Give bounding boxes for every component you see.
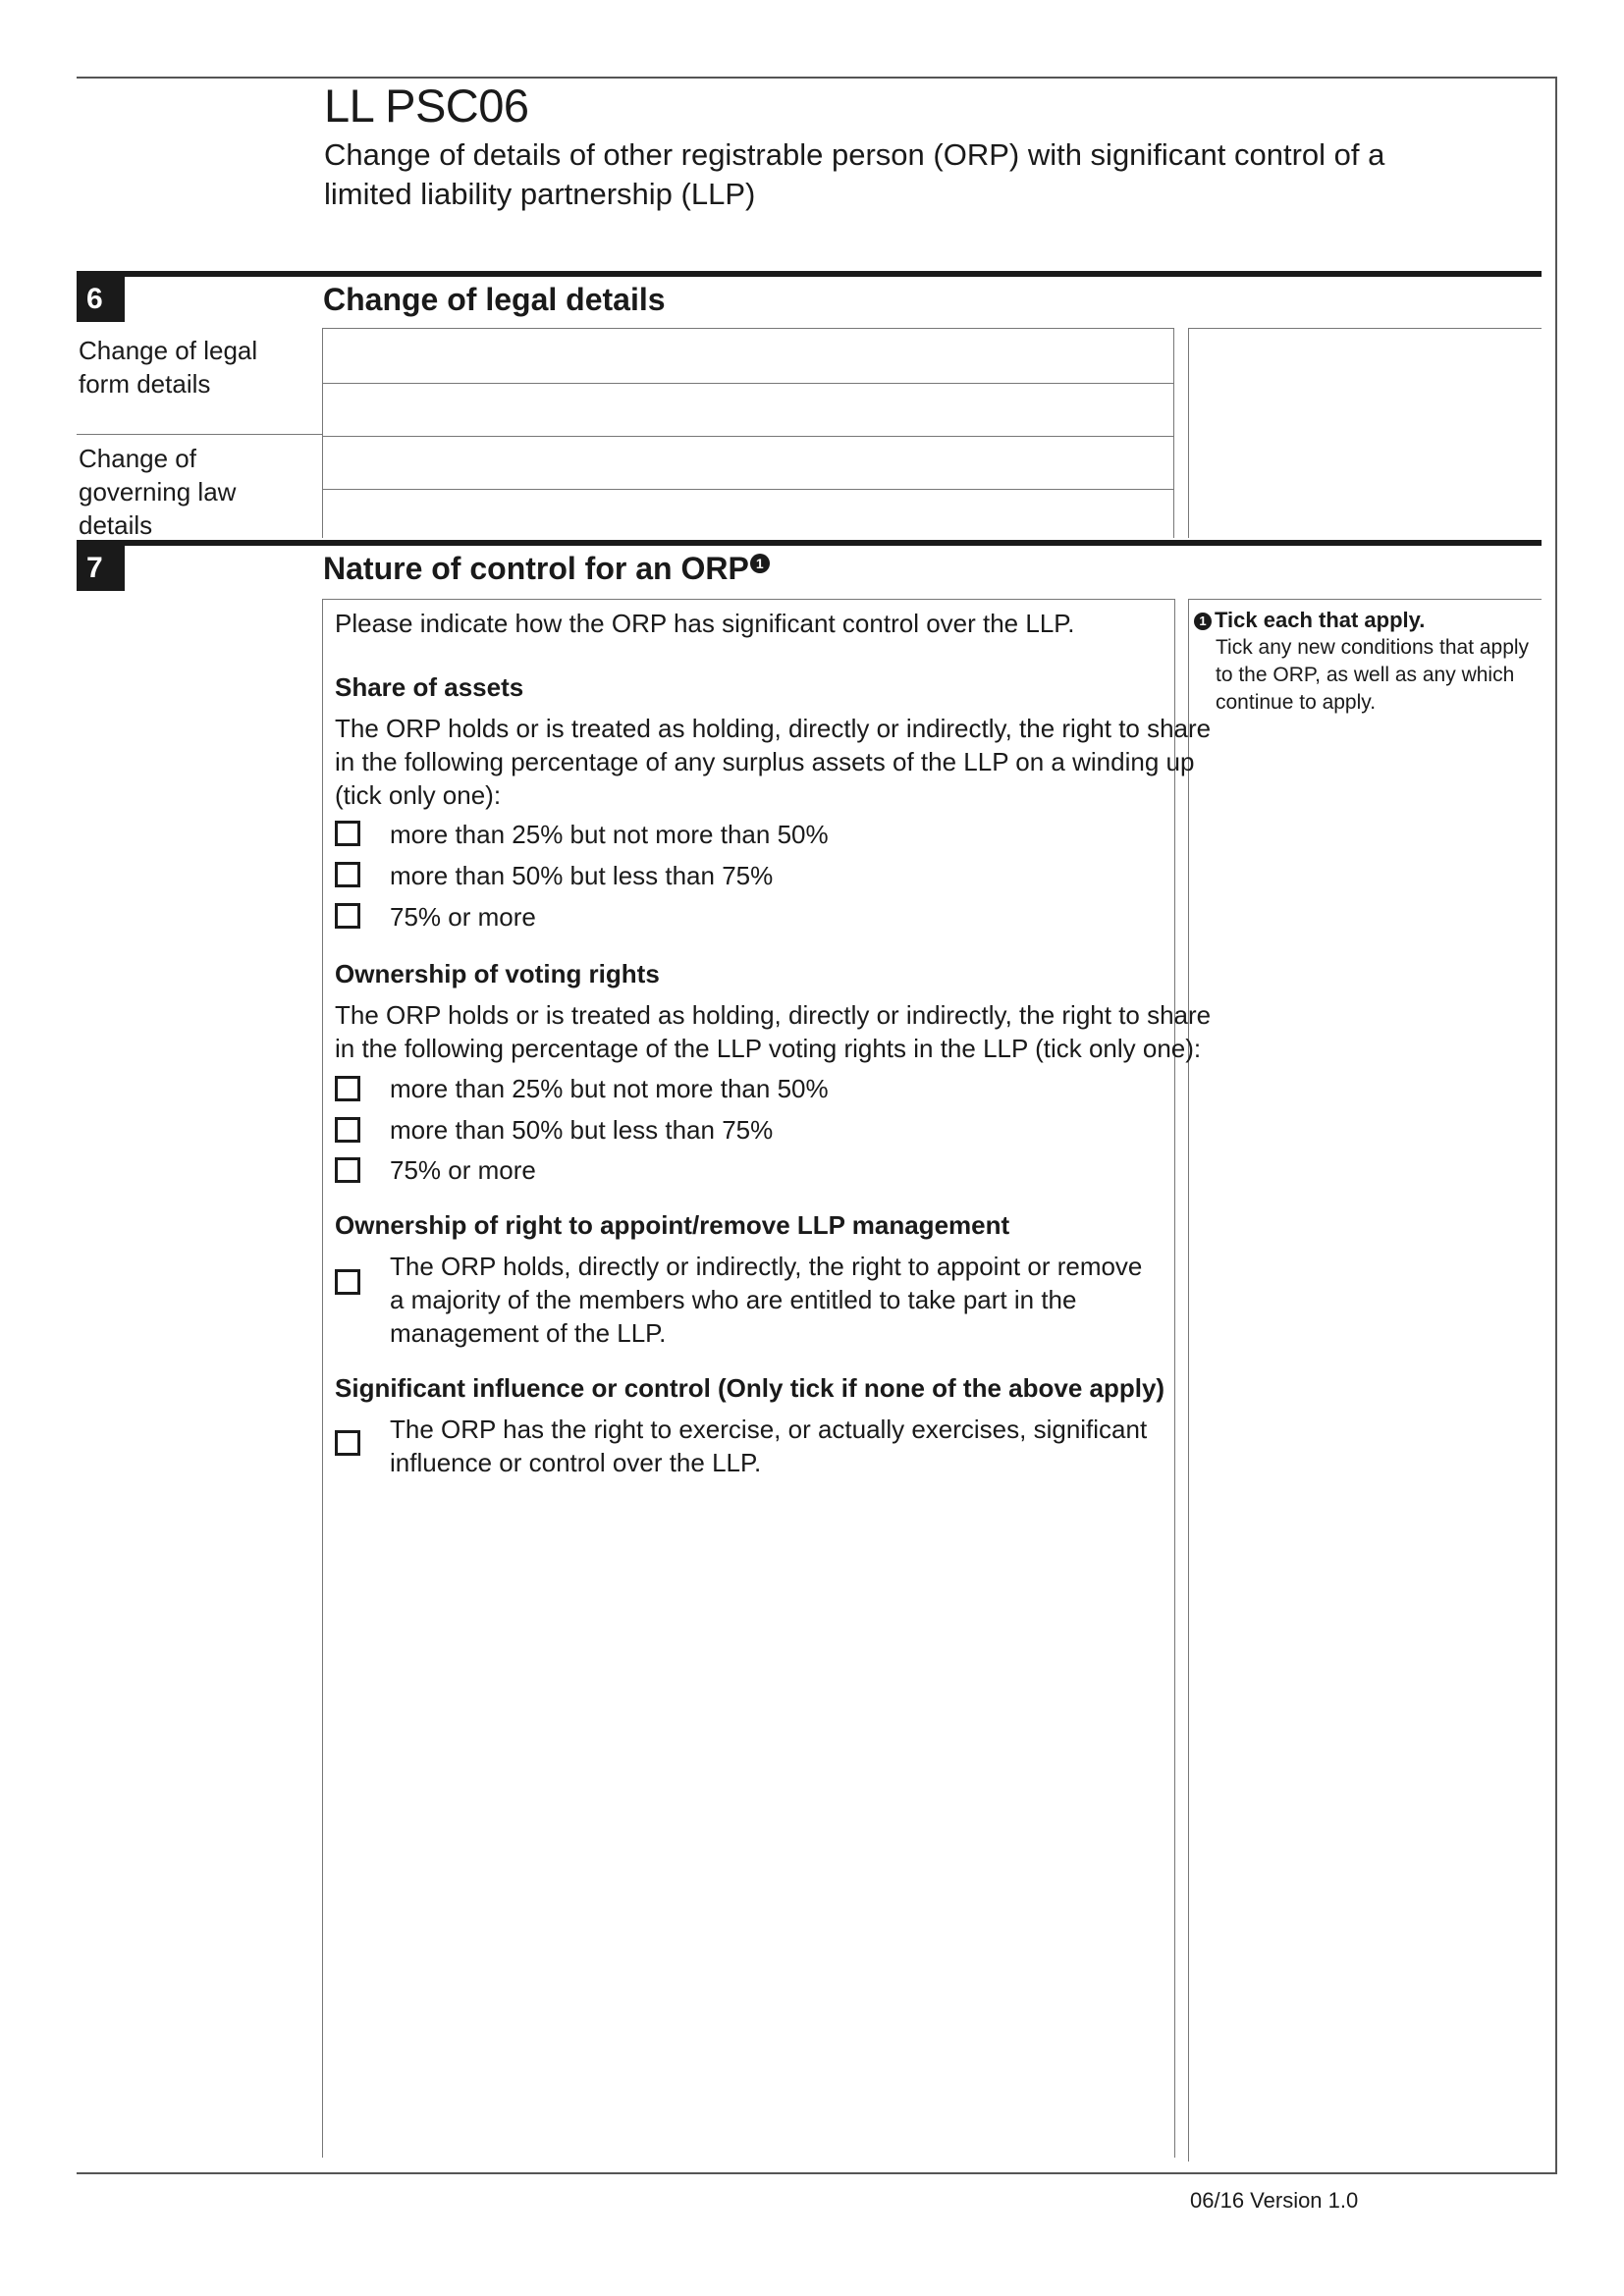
share-assets-option-25-50: more than 25% but not more than 50% [390, 820, 829, 849]
voting-rights-heading: Ownership of voting rights [335, 959, 660, 988]
section-6-note-top [1188, 328, 1542, 329]
share-assets-option-50-75: more than 50% but less than 75% [390, 861, 774, 890]
form-title: Change of details of other registrable person (ORP) with significant control of a limited liability partnership (LLP) [324, 137, 1385, 211]
appoint-remove-line-1: The ORP holds, directly or indirectly, the right to appoint or remove [390, 1252, 1143, 1281]
voting-rights-checkbox-25-50[interactable] [335, 1076, 360, 1101]
governing-law-field-2[interactable] [322, 489, 1174, 538]
legal-form-label: Change of legal form details [79, 336, 258, 399]
influence-heading: Significant influence or control (Only tick if none of the above apply) [335, 1373, 1165, 1403]
right-rule [1555, 77, 1557, 2173]
share-assets-desc-2: in the following percentage of any surplus assets of the LLP on a winding up [335, 747, 1195, 776]
voting-rights-checkbox-50-75[interactable] [335, 1117, 360, 1143]
governing-law-field-1[interactable] [322, 436, 1174, 490]
influence-checkbox[interactable] [335, 1430, 360, 1456]
note-line-1: Tick any new conditions that apply [1216, 636, 1530, 659]
appoint-remove-heading: Ownership of right to appoint/remove LLP management [335, 1210, 1010, 1240]
section-6-title: Change of legal details [323, 282, 666, 317]
note-line-2: to the ORP, as well as any which [1216, 664, 1515, 686]
voting-rights-desc-1: The ORP holds or is treated as holding, directly or indirectly, the right to share [335, 1000, 1212, 1030]
share-assets-heading: Share of assets [335, 672, 524, 702]
legal-form-divider [77, 434, 322, 435]
content-box-top [322, 599, 1174, 600]
voting-rights-option-75-plus: 75% or more [390, 1155, 536, 1185]
voting-rights-option-25-50: more than 25% but not more than 50% [390, 1074, 829, 1103]
section-6-number: 6 [77, 277, 125, 322]
share-assets-option-75-plus: 75% or more [390, 902, 536, 932]
share-assets-checkbox-75-plus[interactable] [335, 903, 360, 929]
note-box-top [1188, 599, 1542, 600]
content-box-left [322, 599, 323, 2158]
top-rule [77, 77, 1557, 79]
form-version: 06/16 Version 1.0 [1190, 2188, 1359, 2213]
section-7-title-text: Nature of control for an ORP [323, 551, 749, 586]
note-number-icon: 1 [1194, 613, 1212, 630]
note-line-3: continue to apply. [1216, 691, 1377, 714]
section-7-number: 7 [77, 546, 125, 591]
appoint-remove-line-2: a majority of the members who are entitled to take part in the [390, 1285, 1077, 1314]
form-code: LL PSC06 [324, 80, 529, 132]
legal-form-field-1[interactable] [322, 328, 1174, 384]
note-heading [1194, 607, 1538, 634]
note-box-left [1188, 599, 1189, 2162]
note-marker-icon: 1 [750, 554, 770, 573]
section-6-note-left [1188, 328, 1189, 538]
content-box-right [1174, 599, 1175, 2158]
section-7-intro: Please indicate how the ORP has significant control over the LLP. [335, 609, 1075, 638]
appoint-remove-line-3: management of the LLP. [390, 1318, 667, 1348]
influence-line-2: influence or control over the LLP. [390, 1448, 762, 1477]
share-assets-checkbox-25-50[interactable] [335, 821, 360, 846]
governing-law-label: Change of governing law details [79, 444, 237, 540]
legal-form-field-2[interactable] [322, 383, 1174, 437]
voting-rights-checkbox-75-plus[interactable] [335, 1157, 360, 1183]
section-7-title [323, 549, 773, 588]
appoint-remove-checkbox[interactable] [335, 1269, 360, 1295]
voting-rights-option-50-75: more than 50% but less than 75% [390, 1115, 774, 1145]
voting-rights-desc-2: in the following percentage of the LLP voting rights in the LLP (tick only one): [335, 1034, 1202, 1063]
bottom-rule [77, 2172, 1557, 2174]
section-6-rule [77, 271, 1542, 277]
note-heading-text: Tick each that apply. [1215, 608, 1426, 632]
share-assets-desc-3: (tick only one): [335, 780, 502, 810]
influence-line-1: The ORP has the right to exercise, or actually exercises, significant [390, 1415, 1148, 1444]
note-box [1194, 607, 1538, 717]
share-assets-checkbox-50-75[interactable] [335, 862, 360, 887]
section-7-rule [77, 540, 1542, 546]
share-assets-desc-1: The ORP holds or is treated as holding, directly or indirectly, the right to share [335, 714, 1212, 743]
